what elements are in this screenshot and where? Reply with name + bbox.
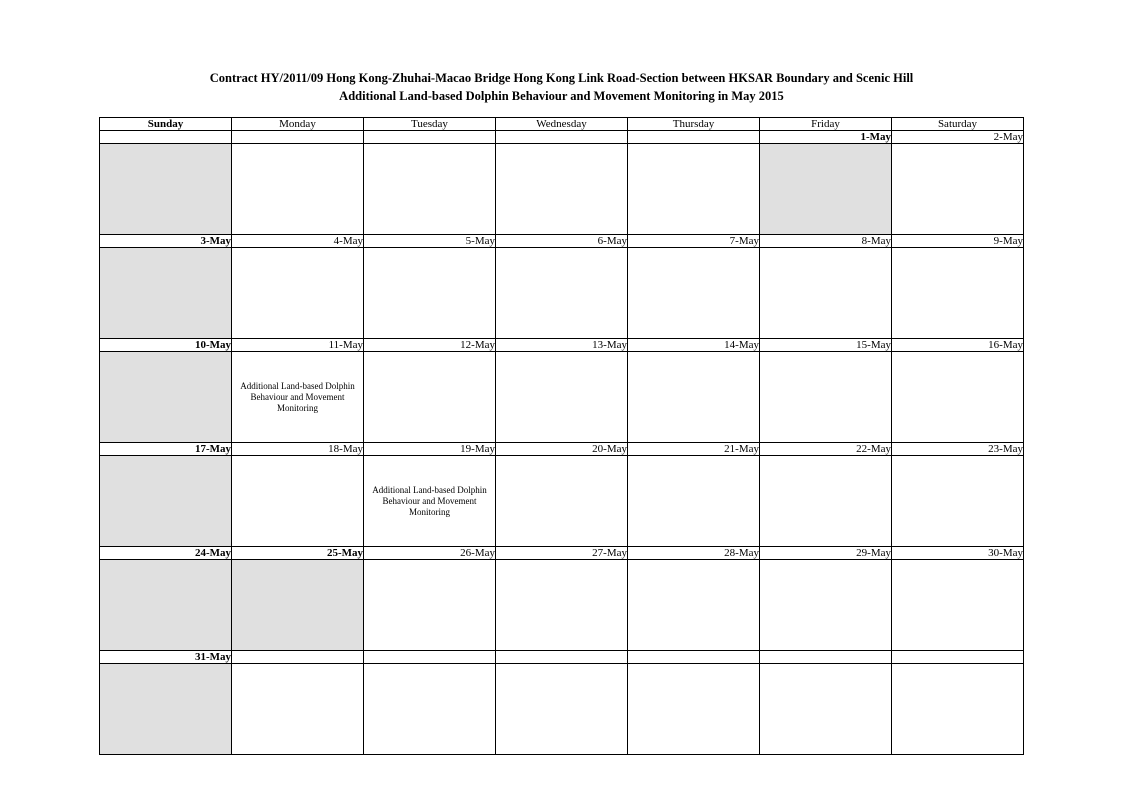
day-header-sunday: Sunday [100,118,232,131]
week-body-row [100,352,1024,443]
date-label: 25-May [232,547,364,560]
date-label [100,131,232,144]
day-header-friday: Friday [760,118,892,131]
date-label [628,131,760,144]
date-label: 7-May [628,235,760,248]
day-cell [232,456,364,547]
date-label: 31-May [100,651,232,664]
day-cell [232,664,364,755]
date-label: 13-May [496,339,628,352]
day-cell [892,560,1024,651]
date-label [760,651,892,664]
day-cell [100,560,232,651]
date-label: 28-May [628,547,760,560]
day-cell [232,560,364,651]
week-body-row [100,560,1024,651]
day-cell [496,144,628,235]
date-label [232,651,364,664]
day-cell [364,352,496,443]
page-subtitle: Additional Land-based Dolphin Behaviour and Movement Monitoring in May 2015 [339,89,784,103]
day-cell [760,352,892,443]
date-label: 23-May [892,443,1024,456]
date-label: 3-May [100,235,232,248]
day-cell [892,456,1024,547]
date-label: 18-May [232,443,364,456]
week-date-row [100,443,1024,456]
date-label: 14-May [628,339,760,352]
day-cell [364,144,496,235]
date-label: 22-May [760,443,892,456]
day-header-row [100,118,1024,131]
date-label: 4-May [232,235,364,248]
week-body-row [100,144,1024,235]
date-label: 6-May [496,235,628,248]
date-label [232,131,364,144]
day-cell [364,664,496,755]
date-label: 11-May [232,339,364,352]
event-label: Additional Land-based Dolphin Behaviour and Movement Monitoring [372,484,487,517]
date-label: 24-May [100,547,232,560]
week-body-row [100,664,1024,755]
day-cell [760,456,892,547]
date-label: 16-May [892,339,1024,352]
day-cell [100,456,232,547]
day-cell [628,144,760,235]
week-date-row [100,651,1024,664]
day-cell [496,248,628,339]
day-header-tuesday: Tuesday [364,118,496,131]
date-label: 9-May [892,235,1024,248]
week-date-row [100,235,1024,248]
date-label [628,651,760,664]
day-header-saturday: Saturday [892,118,1024,131]
day-cell [760,248,892,339]
day-cell [364,560,496,651]
week-body-row [100,456,1024,547]
day-header-wednesday: Wednesday [496,118,628,131]
week-date-row [100,547,1024,560]
day-cell [232,144,364,235]
date-label: 17-May [100,443,232,456]
day-cell [628,456,760,547]
week-body-row [100,248,1024,339]
page-title: Contract HY/2011/09 Hong Kong-Zhuhai-Macao Bridge Hong Kong Link Road-Section between HKSAR Boundary and Scenic Hill [209,71,914,85]
day-cell [892,144,1024,235]
day-cell [100,664,232,755]
date-label: 2-May [892,131,1024,144]
date-label: 30-May [892,547,1024,560]
week-date-row [100,339,1024,352]
week-date-row [100,131,1024,144]
day-cell [232,352,364,443]
date-label [496,651,628,664]
date-label: 21-May [628,443,760,456]
date-label: 27-May [496,547,628,560]
day-cell [628,560,760,651]
day-cell [892,248,1024,339]
date-label: 12-May [364,339,496,352]
date-label: 8-May [760,235,892,248]
event-label: Additional Land-based Dolphin Behaviour and Movement Monitoring [240,380,355,413]
date-label: 15-May [760,339,892,352]
day-cell [496,664,628,755]
date-label: 29-May [760,547,892,560]
day-cell [628,664,760,755]
day-cell [100,248,232,339]
day-cell [892,664,1024,755]
date-label: 19-May [364,443,496,456]
day-cell [760,560,892,651]
day-cell [628,352,760,443]
day-header-monday: Monday [232,118,364,131]
date-label [364,651,496,664]
day-cell [100,144,232,235]
date-label [496,131,628,144]
calendar-table [99,117,1024,755]
date-label [892,651,1024,664]
date-label: 26-May [364,547,496,560]
day-cell [232,248,364,339]
day-cell [364,456,496,547]
date-label [364,131,496,144]
day-cell [496,456,628,547]
day-cell [100,352,232,443]
day-cell [760,664,892,755]
date-label: 10-May [100,339,232,352]
day-cell [892,352,1024,443]
date-label: 1-May [760,131,892,144]
date-label: 5-May [364,235,496,248]
day-cell [364,248,496,339]
day-cell [496,352,628,443]
date-label: 20-May [496,443,628,456]
day-cell [496,560,628,651]
day-cell [628,248,760,339]
day-cell [760,144,892,235]
day-header-thursday: Thursday [628,118,760,131]
